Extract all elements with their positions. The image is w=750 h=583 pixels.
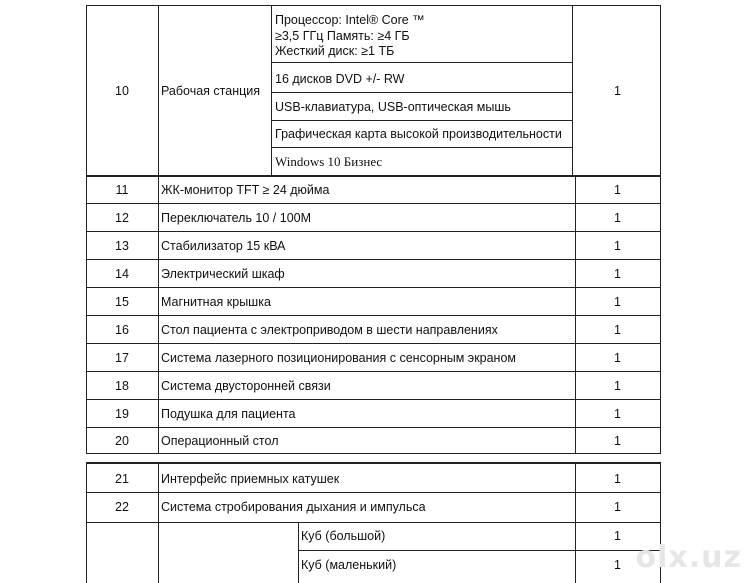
- row-divider: [86, 427, 661, 428]
- table-top-border: [86, 5, 661, 6]
- row-divider: [86, 315, 661, 316]
- row-number: 13: [115, 239, 129, 253]
- row-divider: [86, 231, 661, 232]
- item-quantity: 1: [614, 472, 621, 486]
- row-number: 16: [115, 323, 129, 337]
- item-name: Система лазерного позиционирования с сенсорным экраном: [161, 351, 517, 365]
- spec-graphics-card: Графическая карта высокой производительности: [275, 127, 562, 141]
- row-divider: [298, 550, 661, 551]
- sub-item-quantity: 1: [614, 529, 621, 543]
- spec-box-left-border: [271, 5, 272, 175]
- item-quantity: 1: [614, 84, 621, 98]
- item-name: Система стробирования дыхания и импульса: [161, 500, 426, 514]
- item-name: ЖК-монитор TFT ≥ 24 дюйма: [161, 183, 330, 197]
- spec-divider: [271, 147, 572, 148]
- item-name: Система двусторонней связи: [161, 379, 331, 393]
- row-number: 17: [115, 351, 129, 365]
- item-quantity: 1: [614, 295, 621, 309]
- row-number: 20: [115, 434, 129, 448]
- item-quantity: 1: [614, 323, 621, 337]
- item-quantity: 1: [614, 211, 621, 225]
- row-divider: [86, 371, 661, 372]
- spec-box-right-border: [572, 5, 573, 175]
- item-quantity: 1: [614, 239, 621, 253]
- item-quantity: 1: [614, 183, 621, 197]
- table2-col-divider-sub: [298, 522, 299, 583]
- table-right-border: [660, 5, 661, 453]
- item-quantity: 1: [614, 267, 621, 281]
- row-divider: [86, 343, 661, 344]
- row-number: 15: [115, 295, 129, 309]
- spec-processor: Процессор: Intel® Core ™: [275, 13, 425, 27]
- spec-frequency-memory: ≥3,5 ГГц Память: ≥4 ГБ: [275, 29, 410, 43]
- row-number: 14: [115, 267, 129, 281]
- spec-hard-disk: Жесткий диск: ≥1 ТБ: [275, 44, 395, 58]
- table-bottom-border: [86, 453, 661, 454]
- spec-divider: [271, 62, 572, 63]
- watermark-logo: olx.uz: [635, 540, 742, 575]
- spec-divider: [271, 120, 572, 121]
- spec-dvd: 16 дисков DVD +/- RW: [275, 72, 405, 86]
- row-divider: [86, 522, 661, 523]
- item-name: Стабилизатор 15 кВА: [161, 239, 286, 253]
- table-col-divider-1: [158, 5, 159, 453]
- item-name: Интерфейс приемных катушек: [161, 472, 340, 486]
- row-divider: [86, 259, 661, 260]
- row-divider: [86, 492, 661, 493]
- row-number: 22: [115, 500, 129, 514]
- row-number: 12: [115, 211, 129, 225]
- spec-divider: [271, 92, 572, 93]
- row-divider: [86, 175, 661, 177]
- item-name: Стол пациента с электроприводом в шести направлениях: [161, 323, 498, 337]
- sub-item-name: Куб (маленький): [301, 558, 397, 572]
- item-name: Переключатель 10 / 100M: [161, 211, 312, 225]
- row-divider: [86, 399, 661, 400]
- item-name: Магнитная крышка: [161, 295, 271, 309]
- item-name: Рабочая станция: [161, 84, 261, 98]
- item-name: Подушка для пациента: [161, 407, 296, 421]
- row-number: 11: [115, 183, 129, 197]
- row-divider: [86, 287, 661, 288]
- row-divider: [86, 203, 661, 204]
- row-number: 18: [115, 379, 129, 393]
- spec-keyboard-mouse: USB-клавиатура, USB-оптическая мышь: [275, 100, 511, 114]
- sub-item-name: Куб (большой): [301, 529, 386, 543]
- item-quantity: 1: [614, 379, 621, 393]
- item-quantity: 1: [614, 407, 621, 421]
- spec-os: Windows 10 Бизнес: [275, 154, 383, 169]
- item-quantity: 1: [614, 434, 621, 448]
- item-name: Операционный стол: [161, 434, 279, 448]
- row-number: 19: [115, 407, 129, 421]
- sub-item-quantity: 1: [614, 558, 621, 572]
- item-name: Электрический шкаф: [161, 267, 285, 281]
- item-quantity: 1: [614, 351, 621, 365]
- item-quantity: 1: [614, 500, 621, 514]
- row-number: 21: [115, 472, 129, 486]
- row-number: 10: [115, 84, 129, 98]
